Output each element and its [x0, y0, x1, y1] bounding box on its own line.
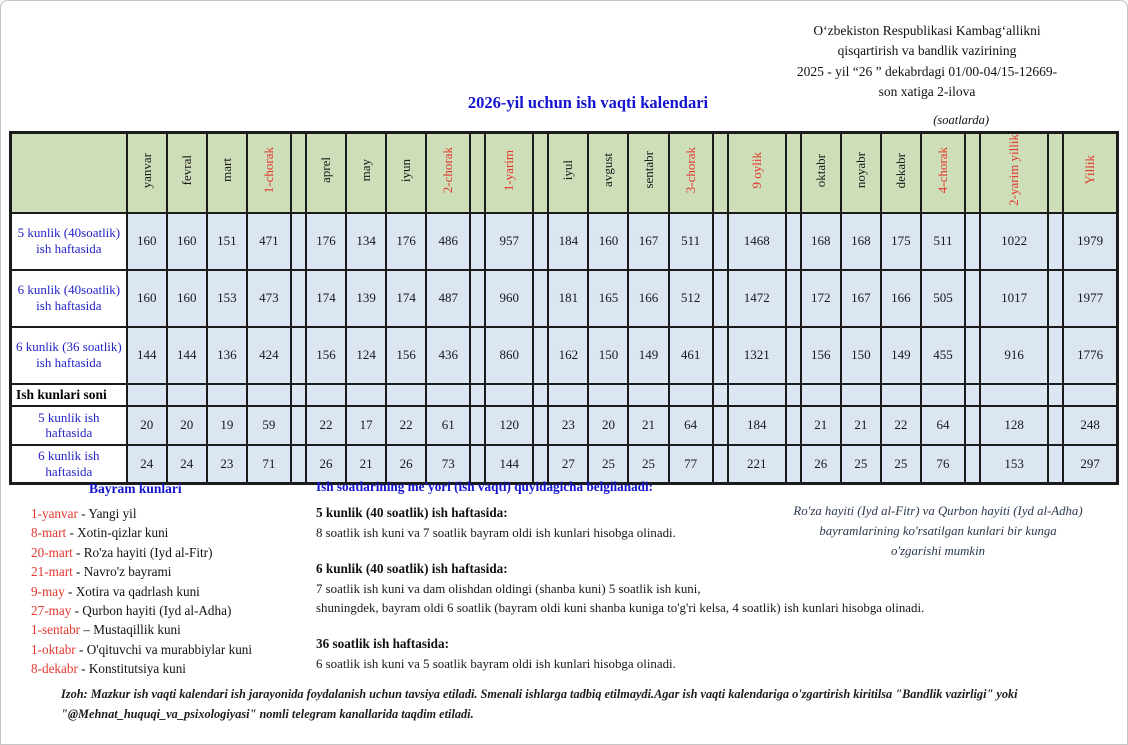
cell-2-chorak: 73	[426, 445, 470, 484]
holiday-name: O'qituvchi va murabbiylar kuni	[86, 641, 253, 657]
page-title: 2026-yil uchun ish vaqti kalendari	[467, 93, 709, 112]
holiday-name: Mustaqillik kuni	[93, 622, 181, 638]
ministry-approval-note	[753, 21, 1101, 102]
row-label: 5 kunlik ish haftasida	[11, 406, 127, 445]
cell-dekabr: 166	[881, 270, 921, 327]
row-label: 6 kunlik (36 soatlik) ish haftasida	[11, 327, 127, 384]
col-header-aprel	[306, 133, 346, 213]
table-corner	[11, 133, 127, 213]
cell-mart: 153	[207, 270, 247, 327]
col-header-noyabr	[841, 133, 881, 213]
cell-2-yarim-yillik: 1022	[980, 213, 1048, 270]
holiday-date: 21-mart	[31, 564, 73, 580]
spacer-cell	[533, 384, 548, 406]
cell-2-yarim-yillik: 916	[980, 327, 1048, 384]
cell-oktabr: 172	[801, 270, 841, 327]
cell-9-oylik	[728, 384, 786, 406]
spacer-cell	[470, 327, 485, 384]
col-header-oktabr	[801, 133, 841, 213]
cell-4-chorak: 455	[921, 327, 965, 384]
norm-line: 6 soatlik ish kuni va 5 soatlik bayram oldi ish kunlari hisobga olinadi.	[316, 657, 676, 671]
spacer-cell	[965, 270, 980, 327]
cell-aprel: 26	[306, 445, 346, 484]
holiday-name: Yangi yil	[88, 506, 137, 521]
cell-aprel: 174	[306, 270, 346, 327]
cell-fevral	[167, 384, 207, 406]
spacer-cell	[786, 213, 801, 270]
holiday-item: 27-may - Qurbon hayiti (Iyd al-Adha)	[31, 603, 232, 619]
cell-iyul: 181	[548, 270, 588, 327]
spacer-cell	[786, 406, 801, 445]
holiday-item: 9-may - Xotira va qadrlash kuni	[31, 583, 200, 599]
cell-1-yarim: 860	[485, 327, 533, 384]
holiday-name: Xotin-qizlar kuni	[77, 525, 169, 541]
cell-4-chorak	[921, 384, 965, 406]
cell-avgust: 160	[588, 213, 628, 270]
cell-aprel: 156	[306, 327, 346, 384]
table-row	[11, 384, 1118, 406]
col-header-dekabr	[881, 133, 921, 213]
col-header-yillik	[1063, 133, 1117, 213]
cell-4-chorak: 505	[921, 270, 965, 327]
cell-noyabr: 168	[841, 213, 881, 270]
holiday-item: 21-mart - Navro'z bayrami	[31, 564, 172, 580]
cell-dekabr	[881, 384, 921, 406]
cell-iyul: 162	[548, 327, 588, 384]
cell-aprel: 176	[306, 213, 346, 270]
cell-iyun	[386, 384, 426, 406]
cell-oktabr: 168	[801, 213, 841, 270]
cell-yillik: 297	[1063, 445, 1117, 484]
spacer-cell	[786, 384, 801, 406]
cell-aprel: 22	[306, 406, 346, 445]
norm-heading: 36 soatlik ish haftasida:	[316, 636, 450, 651]
cell-yillik: 1977	[1063, 270, 1117, 327]
units-note: (soatlarda)	[933, 113, 989, 127]
col-header-label: mart	[218, 158, 234, 183]
holiday-date: 8-dekabr	[31, 661, 78, 677]
cell-iyul	[548, 384, 588, 406]
spacer-cell	[291, 406, 306, 445]
cell-sentabr: 166	[628, 270, 668, 327]
col-header-label: 1-yarim	[501, 149, 517, 191]
col-header-1-chorak	[247, 133, 291, 213]
cell-oktabr: 26	[801, 445, 841, 484]
spacer-cell	[291, 270, 306, 327]
cell-1-chorak	[247, 384, 291, 406]
ministry-line: 2025 - yil “26 ” dekabrdagi 01/00-04/15-12669-	[796, 63, 1058, 79]
row-label: Ish kunlari soni	[11, 384, 127, 406]
ministry-line: Oʻzbekiston Respublikasi Kambagʻallikni	[813, 23, 1041, 38]
cell-sentabr: 149	[628, 327, 668, 384]
cell-yillik	[1063, 384, 1117, 406]
cell-1-yarim: 957	[485, 213, 533, 270]
cell-sentabr: 25	[628, 445, 668, 484]
cell-yanvar	[127, 384, 167, 406]
spacer-cell	[291, 327, 306, 384]
cell-oktabr: 21	[801, 406, 841, 445]
holiday-item: 1-yanvar - Yangi yil	[31, 506, 137, 521]
cell-may: 124	[346, 327, 386, 384]
spacer-cell	[786, 270, 801, 327]
row-label: 6 kunlik (40soatlik) ish haftasida	[11, 270, 127, 327]
holiday-name: Xotira va qadrlash kuni	[75, 583, 200, 599]
cell-yanvar: 24	[127, 445, 167, 484]
cell-4-chorak: 76	[921, 445, 965, 484]
side-note-line: Ro'za hayiti (Iyd al-Fitr) va Qurbon hayiti (Iyd al-Adha)	[793, 504, 1083, 518]
cell-yanvar: 160	[127, 270, 167, 327]
table-row	[11, 270, 1118, 327]
table-row	[11, 327, 1118, 384]
cell-iyun: 26	[386, 445, 426, 484]
cell-mart: 136	[207, 327, 247, 384]
cell-3-chorak: 77	[669, 445, 713, 484]
footer-note-label: Izoh:	[61, 687, 88, 701]
row-label: 6 kunlik ish haftasida	[11, 445, 127, 484]
spacer-cell	[713, 270, 728, 327]
cell-4-chorak: 511	[921, 213, 965, 270]
col-header-label: 9 oylik	[748, 152, 764, 189]
norm-section	[316, 636, 1088, 674]
cell-1-chorak: 71	[247, 445, 291, 484]
cell-3-chorak: 461	[669, 327, 713, 384]
holiday-date: 8-mart	[31, 525, 67, 541]
col-header-yanvar	[127, 133, 167, 213]
cell-dekabr: 175	[881, 213, 921, 270]
ministry-line: son xatiga 2-ilova	[878, 83, 976, 99]
table-body	[11, 213, 1118, 484]
spacer-cell	[713, 406, 728, 445]
cell-yanvar: 20	[127, 406, 167, 445]
spacer-cell	[713, 327, 728, 384]
col-header-label: dekabr	[892, 152, 908, 188]
cell-1-chorak: 473	[247, 270, 291, 327]
spacer-cell	[1048, 384, 1063, 406]
cell-2-chorak: 436	[426, 327, 470, 384]
col-header-1-yarim	[485, 133, 533, 213]
footer-note-text: Mazkur ish vaqti kalendari ish jarayonida foydalanish uchun tavsiya etiladi. Smenali ishlarga tadbiq etilmaydi.Agar ish vaqti kalendariga o'zgartirish kiritilsa "Bandlik vazirligi" yoki "@Mehnat_huquqi_va_psixologiyasi" nomli telegram kanallarida taqdim etiladi.	[61, 687, 1018, 721]
cell-iyul: 184	[548, 213, 588, 270]
holiday-list	[31, 504, 323, 679]
spacer-cell	[533, 406, 548, 445]
spacer-cell	[1048, 406, 1063, 445]
holiday-date: 20-mart	[31, 544, 73, 560]
col-header-iyul	[548, 133, 588, 213]
cell-may: 139	[346, 270, 386, 327]
cell-noyabr: 150	[841, 327, 881, 384]
holiday-date: 1-sentabr	[31, 622, 81, 638]
cell-oktabr: 156	[801, 327, 841, 384]
row-label: 5 kunlik (40soatlik) ish haftasida	[11, 213, 127, 270]
cell-fevral: 20	[167, 406, 207, 445]
cell-noyabr: 25	[841, 445, 881, 484]
cell-1-yarim: 120	[485, 406, 533, 445]
col-header-label: may	[358, 159, 374, 182]
cell-iyul: 27	[548, 445, 588, 484]
cell-mart: 19	[207, 406, 247, 445]
col-header-label: 4-chorak	[934, 147, 950, 194]
cell-iyun: 174	[386, 270, 426, 327]
holiday-date: 27-may	[31, 603, 72, 619]
cell-9-oylik: 221	[728, 445, 786, 484]
col-header-label: sentabr	[640, 151, 656, 190]
col-header-label: iyul	[560, 160, 576, 181]
spacer-cell	[291, 384, 306, 406]
cell-sentabr	[628, 384, 668, 406]
spacer-cell	[1048, 270, 1063, 327]
cell-avgust: 20	[588, 406, 628, 445]
cell-2-chorak: 486	[426, 213, 470, 270]
holiday-date: 9-may	[31, 583, 65, 599]
cell-2-yarim-yillik: 153	[980, 445, 1048, 484]
col-header-label: noyabr	[852, 152, 868, 189]
cell-yillik: 1979	[1063, 213, 1117, 270]
header-spacer	[713, 133, 728, 213]
col-header-iyun	[386, 133, 426, 213]
side-note-line: o'zgarishi mumkin	[890, 544, 986, 558]
side-note-line: bayramlarining ko'rsatilgan kunlari bir kunga	[819, 524, 1057, 538]
cell-avgust: 150	[588, 327, 628, 384]
cell-iyul: 23	[548, 406, 588, 445]
spacer-cell	[1048, 327, 1063, 384]
cell-1-chorak: 424	[247, 327, 291, 384]
col-header-label: 3-chorak	[682, 147, 698, 194]
spacer-cell	[965, 327, 980, 384]
col-header-may	[346, 133, 386, 213]
cell-3-chorak: 512	[669, 270, 713, 327]
col-header-2-chorak	[426, 133, 470, 213]
cell-3-chorak: 64	[669, 406, 713, 445]
header-spacer	[291, 133, 306, 213]
spacer-cell	[291, 213, 306, 270]
holiday-item: 1-oktabr - O'qituvchi va murabbiylar kuni	[31, 641, 253, 657]
col-header-label: 2-yarim yillik	[1006, 134, 1022, 207]
holiday-item: 20-mart - Ro'za hayiti (Iyd al-Fitr)	[31, 544, 213, 560]
norm-heading: 5 kunlik (40 soatlik) ish haftasida:	[316, 505, 508, 520]
cell-2-chorak	[426, 384, 470, 406]
cell-may	[346, 384, 386, 406]
col-header-2-yarim-yillik	[980, 133, 1048, 213]
holiday-date: 1-oktabr	[31, 641, 76, 657]
cell-noyabr: 21	[841, 406, 881, 445]
norm-section	[316, 561, 1088, 618]
col-header-label: Yillik	[1082, 155, 1098, 186]
cell-may: 17	[346, 406, 386, 445]
cell-dekabr: 25	[881, 445, 921, 484]
col-header-4-chorak	[921, 133, 965, 213]
cell-may: 134	[346, 213, 386, 270]
spacer-cell	[1048, 213, 1063, 270]
cell-2-yarim-yillik: 128	[980, 406, 1048, 445]
footer-note	[61, 685, 1081, 724]
cell-dekabr: 22	[881, 406, 921, 445]
col-header-label: aprel	[318, 157, 333, 184]
spacer-cell	[965, 213, 980, 270]
holiday-date: 1-yanvar	[31, 506, 78, 521]
cell-mart: 23	[207, 445, 247, 484]
header-spacer	[1048, 133, 1063, 213]
holiday-name: Konstitutsiya kuni	[88, 661, 186, 677]
cell-1-yarim	[485, 384, 533, 406]
cell-fevral: 24	[167, 445, 207, 484]
spacer-cell	[533, 270, 548, 327]
cell-iyun: 156	[386, 327, 426, 384]
cell-2-yarim-yillik: 1017	[980, 270, 1048, 327]
cell-1-yarim: 144	[485, 445, 533, 484]
holiday-item: 1-sentabr – Mustaqillik kuni	[31, 622, 181, 638]
col-header-label: yanvar	[138, 152, 154, 188]
header-spacer	[470, 133, 485, 213]
spacer-cell	[786, 327, 801, 384]
cell-noyabr: 167	[841, 270, 881, 327]
cell-9-oylik: 1472	[728, 270, 786, 327]
holiday-name: Navro'z bayrami	[83, 564, 172, 580]
spacer-cell	[713, 213, 728, 270]
cell-avgust: 165	[588, 270, 628, 327]
holidays-block	[31, 481, 323, 679]
col-header-fevral	[167, 133, 207, 213]
cell-1-yarim: 960	[485, 270, 533, 327]
cell-4-chorak: 64	[921, 406, 965, 445]
col-header-label: oktabr	[812, 153, 828, 187]
cell-9-oylik: 184	[728, 406, 786, 445]
norms-title: Ish soatlarining me'yori (ish vaqti) quyidagicha belgilanadi:	[316, 479, 654, 494]
spacer-cell	[291, 445, 306, 484]
spacer-cell	[470, 270, 485, 327]
cell-fevral: 160	[167, 213, 207, 270]
col-header-9-oylik	[728, 133, 786, 213]
table-row	[11, 406, 1118, 445]
cell-yillik: 1776	[1063, 327, 1117, 384]
cell-iyun: 176	[386, 213, 426, 270]
holiday-item: 8-mart - Xotin-qizlar kuni	[31, 525, 169, 541]
col-header-3-chorak	[669, 133, 713, 213]
work-time-table	[9, 131, 1119, 485]
table-header-row	[11, 133, 1118, 213]
cell-avgust	[588, 384, 628, 406]
cell-avgust: 25	[588, 445, 628, 484]
side-note	[773, 501, 1103, 561]
holiday-name: Qurbon hayiti (Iyd al-Adha)	[82, 603, 232, 619]
holidays-title: Bayram kunlari	[89, 481, 182, 496]
header-spacer	[786, 133, 801, 213]
cell-3-chorak	[669, 384, 713, 406]
norm-heading: 6 kunlik (40 soatlik) ish haftasida:	[316, 561, 508, 576]
cell-fevral: 160	[167, 270, 207, 327]
cell-9-oylik: 1321	[728, 327, 786, 384]
col-header-sentabr	[628, 133, 668, 213]
cell-1-chorak: 59	[247, 406, 291, 445]
cell-may: 21	[346, 445, 386, 484]
cell-noyabr	[841, 384, 881, 406]
spacer-cell	[470, 213, 485, 270]
cell-aprel	[306, 384, 346, 406]
norm-line: shuningdek, bayram oldi 6 soatlik (bayram oldi kuni shanba kuniga to'g'ri kelsa, 4 soatlik) ish kunlari hisobga olinadi.	[316, 601, 925, 615]
header-spacer	[965, 133, 980, 213]
cell-dekabr: 149	[881, 327, 921, 384]
cell-yillik: 248	[1063, 406, 1117, 445]
spacer-cell	[470, 406, 485, 445]
cell-sentabr: 21	[628, 406, 668, 445]
col-header-label: iyun	[398, 158, 414, 182]
cell-mart	[207, 384, 247, 406]
header-spacer	[533, 133, 548, 213]
spacer-cell	[965, 384, 980, 406]
cell-2-yarim-yillik	[980, 384, 1048, 406]
spacer-cell	[713, 384, 728, 406]
cell-iyun: 22	[386, 406, 426, 445]
cell-1-chorak: 471	[247, 213, 291, 270]
norm-line: 7 soatlik ish kuni va dam olishdan oldingi (shanba kuni) 5 soatlik ish kuni,	[316, 582, 701, 596]
col-header-mart	[207, 133, 247, 213]
col-header-avgust	[588, 133, 628, 213]
col-header-label: 1-chorak	[260, 147, 276, 194]
spacer-cell	[533, 327, 548, 384]
spacer-cell	[470, 384, 485, 406]
cell-9-oylik: 1468	[728, 213, 786, 270]
ministry-line: qisqartirish va bandlik vazirining	[837, 43, 1017, 59]
cell-3-chorak: 511	[669, 213, 713, 270]
col-header-label: fevral	[178, 155, 194, 186]
holiday-item: 8-dekabr - Konstitutsiya kuni	[31, 661, 186, 677]
cell-2-chorak: 487	[426, 270, 470, 327]
table-row	[11, 213, 1118, 270]
cell-fevral: 144	[167, 327, 207, 384]
cell-yanvar: 160	[127, 213, 167, 270]
spacer-cell	[533, 213, 548, 270]
cell-mart: 151	[207, 213, 247, 270]
cell-yanvar: 144	[127, 327, 167, 384]
cell-oktabr	[801, 384, 841, 406]
cell-2-chorak: 61	[426, 406, 470, 445]
norm-line: 8 soatlik ish kuni va 7 soatlik bayram oldi ish kunlari hisobga olinadi.	[316, 526, 676, 540]
col-header-label: 2-chorak	[440, 147, 456, 194]
cell-sentabr: 167	[628, 213, 668, 270]
holiday-name: Ro'za hayiti (Iyd al-Fitr)	[83, 544, 213, 560]
col-header-label: avgust	[600, 153, 616, 188]
spacer-cell	[965, 406, 980, 445]
